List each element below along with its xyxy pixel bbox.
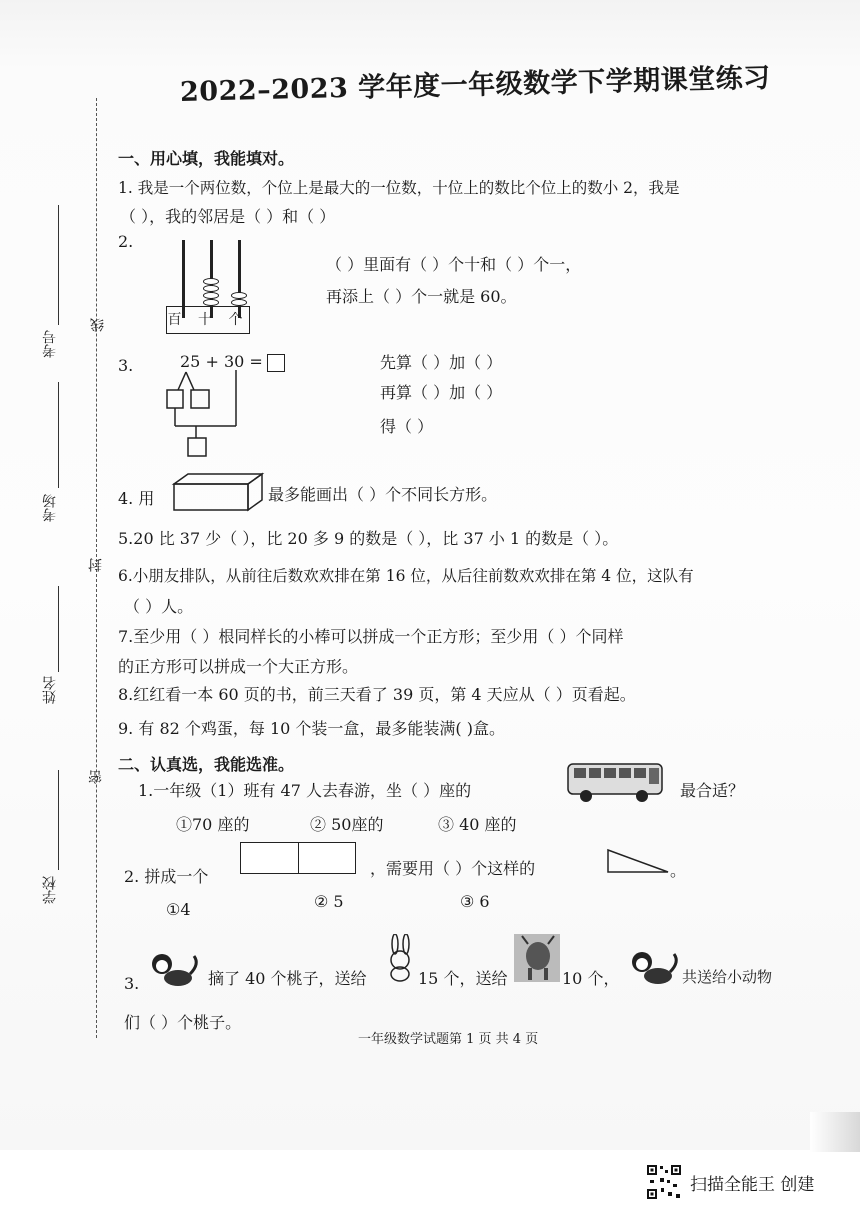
choice-question-1-suffix: 最合适？: [680, 781, 745, 800]
choice-question-3-part-a: 摘了 40 个桃子，送给: [208, 969, 367, 988]
choice-question-3-part-b: 15 个，送给: [418, 969, 508, 988]
choice-2-option-c: ③ 6: [460, 892, 490, 911]
rabbit-icon: [384, 934, 418, 982]
section-2-heading: 二、认真选，我能选准。: [118, 755, 295, 774]
side-label-kaohao: 考号: [42, 330, 58, 358]
choice-question-1-text: 1.一年级（1）班有 47 人去春游，坐（ ）座的: [138, 781, 472, 800]
question-2-line-2: 再添上（ ）个一就是 60。: [326, 287, 517, 306]
question-4-suffix: 最多能画出（ ）个不同长方形。: [268, 485, 498, 504]
question-8: 8.红红看一本 60 页的书，前三天看了 39 页，第 4 天应从（ ）页看起。: [118, 685, 636, 704]
question-3-step-3: 得（ ）: [380, 417, 434, 436]
side-label-mi: 密: [88, 770, 104, 784]
question-6-line-1: 6.小朋友排队，从前往后数欢欢排在第 16 位，从后往前数欢欢排在第 4 位，这队有: [118, 567, 694, 585]
split-diagram: [164, 370, 244, 460]
qr-code-icon: [646, 1164, 682, 1200]
question-3-step-1: 先算（ ）加（ ）: [380, 353, 503, 372]
side-rule: [58, 382, 59, 488]
monkey-icon: [146, 952, 202, 988]
deer-icon: [514, 934, 560, 982]
choice-1-option-c: ③ 40 座的: [438, 815, 517, 834]
answer-box: [267, 354, 285, 372]
side-label-feng: 封: [88, 558, 104, 572]
choice-question-3-part-d: 共送给小动物: [682, 968, 773, 986]
choice-question-3-line-2: 们（ ）个桃子。: [124, 1013, 242, 1032]
side-label-xuexiao: 学校: [42, 876, 58, 904]
question-4-prefix: 4. 用: [118, 489, 155, 508]
choice-question-2-middle: ，需要用（ ）个这样的: [370, 859, 536, 878]
question-5: 5.20 比 37 少（ ），比 20 多 9 的数是（ ），比 37 小 1 的数是（ ）。: [118, 529, 619, 548]
question-1-line-1: 1. 我是一个两位数，个位上是最大的一位数，十位上的数比个位上的数小 2，我是: [118, 179, 680, 197]
side-rule: [58, 586, 59, 672]
cuboid-figure: [170, 472, 266, 512]
question-2-line-1: （ ）里面有（ ）个十和（ ）个一，: [326, 255, 582, 274]
choice-1-option-b: ② 50座的: [310, 815, 384, 834]
choice-question-3-part-c: 10 个，: [562, 969, 620, 988]
rectangle-figure-left: [240, 842, 300, 874]
scan-shadow: [810, 1112, 860, 1152]
side-label-xingming: 姓名: [42, 676, 58, 704]
question-3-number: 3.: [118, 356, 134, 375]
scanner-watermark: 扫描全能王 创建: [690, 1175, 815, 1195]
question-7-line-1: 7.至少用（ ）根同样长的小棒可以拼成一个正方形；至少用（ ）个同样: [118, 627, 624, 646]
choice-1-option-a: ①70 座的: [176, 815, 250, 834]
monkey-icon: [626, 950, 682, 986]
triangle-icon: [606, 848, 670, 874]
bus-icon: [564, 760, 668, 804]
rectangle-figure-right: [298, 842, 356, 874]
question-6-line-2: （ ）人。: [124, 597, 194, 616]
side-label-xian: 线: [90, 318, 106, 332]
choice-2-option-b: ② 5: [314, 892, 344, 911]
side-label-kaochang: 考场: [42, 494, 58, 522]
question-1-line-2: （ ），我的邻居是（ ）和（ ）: [120, 207, 336, 226]
page-number: 一年级数学试题第 1 页 共 4 页: [358, 1032, 539, 1047]
question-3-step-2: 再算（ ）加（ ）: [380, 383, 503, 402]
question-7-line-2: 的正方形可以拼成一个大正方形。: [118, 657, 359, 676]
choice-question-2-end: 。: [670, 861, 687, 880]
choice-question-3-number: 3.: [124, 974, 140, 993]
abacus-place-labels: 百 十 个: [166, 306, 250, 334]
choice-2-option-a: ①4: [166, 900, 191, 919]
side-rule: [58, 770, 59, 870]
question-3-expression: 25 + 30 =: [180, 352, 263, 371]
abacus-figure: [166, 240, 252, 336]
question-2-number: 2.: [118, 232, 134, 251]
section-1-heading: 一、用心填，我能填对。: [118, 149, 295, 168]
side-rule: [58, 205, 59, 325]
page-title: 2022–2023 学年度一年级数学下学期课堂练习: [179, 62, 771, 108]
choice-question-2-prefix: 2. 拼成一个: [124, 867, 209, 886]
question-9: 9. 有 82 个鸡蛋，每 10 个装一盒，最多能装满( )盒。: [118, 719, 505, 738]
